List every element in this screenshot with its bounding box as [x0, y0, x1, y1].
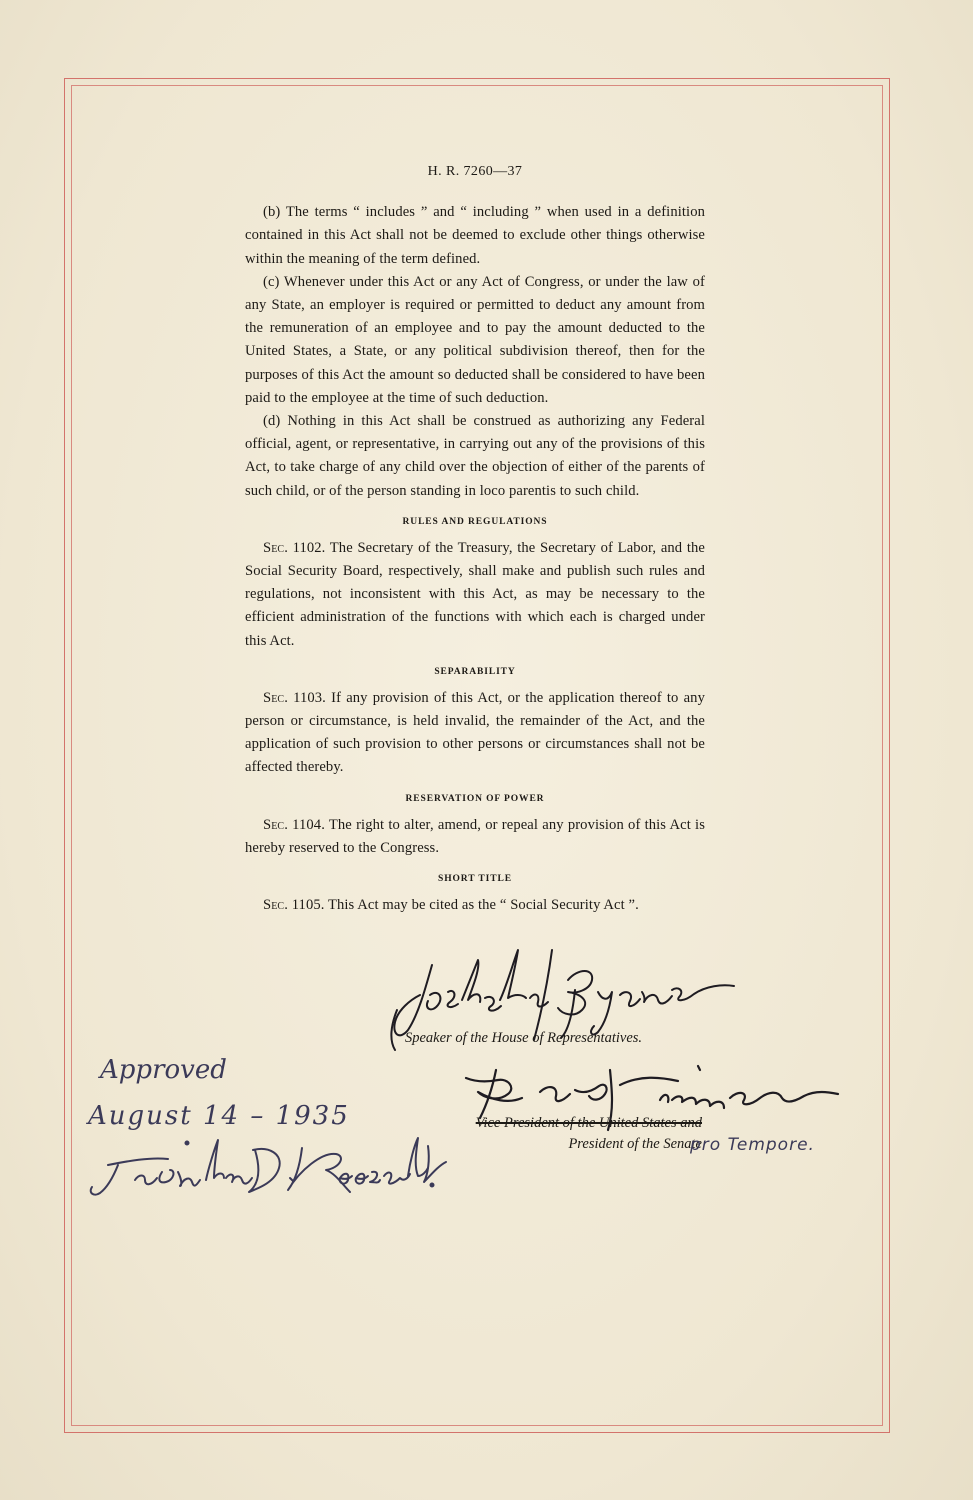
paragraph-c: (c) Whenever under this Act or any Act of Congress, or under the law of any State, an employer is required or permitted to deduct any amount from the remuneration of an employee and to pay the amount deducted to the United States, a State, or any political subdivision thereof, then for the purposes of this Act the amount so deducted shall be considered to have been paid to the employee at the time of such deduction. — [245, 273, 705, 406]
section-label: Sec. 1102. — [263, 539, 326, 556]
section-label: Sec. 1105. — [263, 897, 325, 914]
approval-line-1: Approved — [100, 1055, 227, 1085]
senate-title: President of the Senate — [568, 1136, 702, 1152]
vice-president-struck: Vice President of the United States and — [475, 1115, 702, 1131]
senate-block — [372, 1113, 702, 1155]
section-label: Sec. 1103. — [263, 689, 326, 706]
page-header: H. R. 7260—37 — [427, 164, 523, 179]
approval-note — [88, 1052, 350, 1134]
speaker-block — [405, 1030, 695, 1047]
section-heading-short-title: SHORT TITLE — [438, 874, 512, 885]
section-text: If any provision of this Act, or the application thereof to any person or circumstance, is held invalid, the remainder of the Act, and the application of such provision to other persons or circumstances shall not be affected thereby. — [245, 689, 705, 776]
approval-line-2: August 14 – 1935 — [88, 1101, 350, 1131]
speaker-title: Speaker of the House of Representatives. — [405, 1030, 643, 1046]
section-text: The Secretary of the Treasury, the Secretary of Labor, and the Social Security Board, respectively, shall make and publish such rules and regulations, not inconsistent with this Act, as may be necessary to the efficient administration of the functions with which each is charged under this Act. — [245, 539, 705, 649]
section-heading-separability: SEPARABILITY — [434, 666, 516, 677]
pro-tempore-handwritten: pro Tempore. — [690, 1135, 815, 1155]
paragraph-d: (d) Nothing in this Act shall be construed as authorizing any Federal official, agent, or representative, in carrying out any of the provisions of this Act, to take charge of any child over the objection of either of the parents of such child, or of the person standing in loco parentis to such child. — [245, 413, 705, 499]
section-heading-rules: RULES AND REGULATIONS — [402, 516, 548, 527]
paragraph-b: (b) The terms “ includes ” and “ including ” when used in a definition contained in this Act shall not be deemed to exclude other things otherwise within the meaning of the term defined. — [245, 204, 705, 267]
section-heading-reservation: RESERVATION OF POWER — [405, 793, 545, 804]
section-text: This Act may be cited as the “ Social Security Act ”. — [324, 897, 639, 914]
section-text: The right to alter, amend, or repeal any provision of this Act is hereby reserved to the Congress. — [245, 816, 705, 856]
section-label: Sec. 1104. — [263, 816, 325, 833]
